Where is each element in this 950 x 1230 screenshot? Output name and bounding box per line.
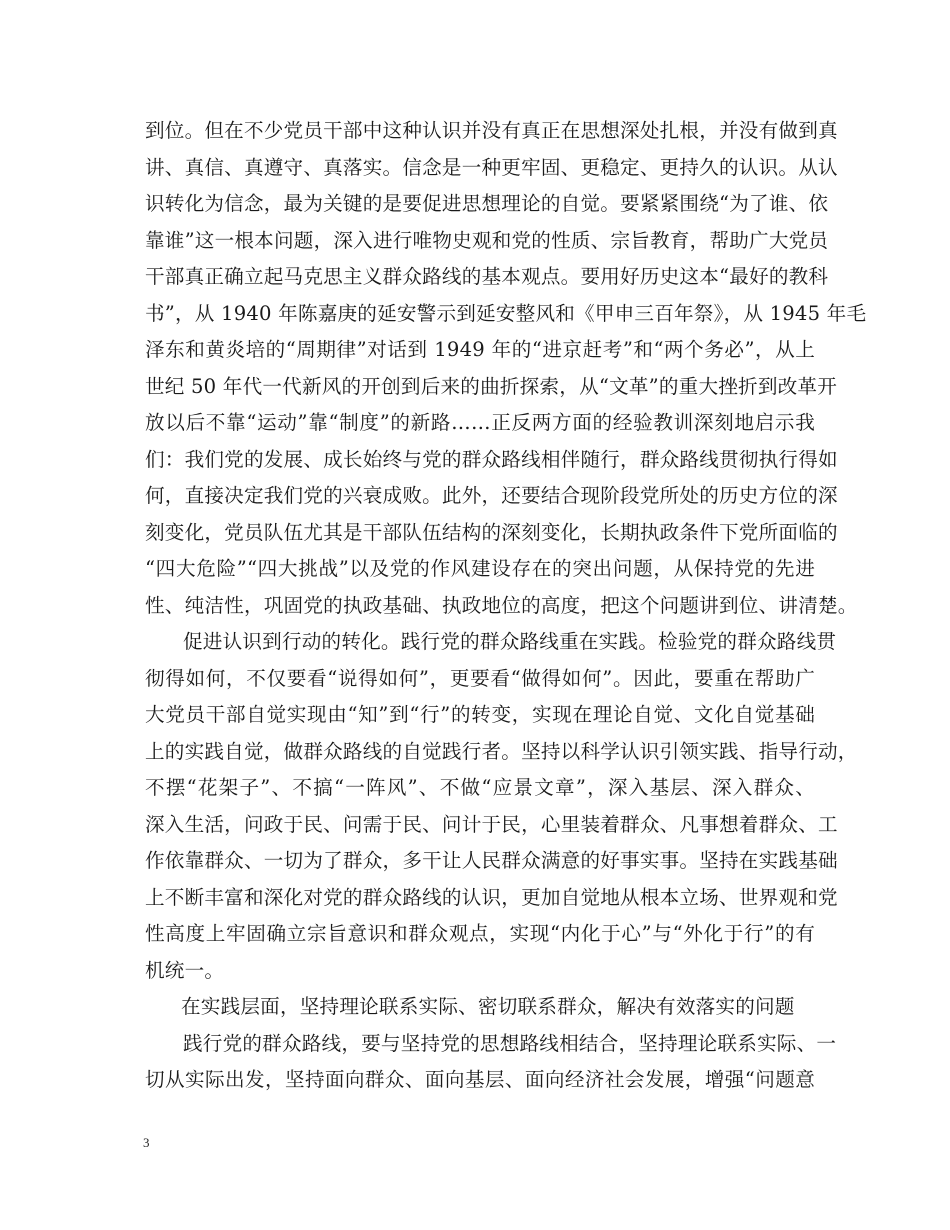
text-line: 世纪 50 年代一代新风的开创到后来的曲折探索，从“文革”的重大挫折到改革开 <box>145 374 838 398</box>
text-line: 上的实践自觉，做群众路线的自觉践行者。坚持以科学认识引领实践、指导行动， <box>145 739 858 763</box>
text-line: “四大危险”“四大挑战”以及党的作风建设存在的突出问题，从保持党的先进 <box>145 557 815 580</box>
text-line: 识转化为信念，最为关键的是要促进思想理论的自觉。要紧紧围绕“为了谁、依 <box>145 192 829 215</box>
text-line: 深入生活，问政于民、问需于民、问计于民，心里装着群众、凡事想着群众、工 <box>145 812 838 836</box>
text-line: 放以后不靠“运动”靠“制度”的新路……正反两方面的经验教训深刻地启示我 <box>145 411 815 434</box>
text-line: 泽东和黄炎培的“周期律”对话到 1949 年的“进京赶考”和“两个务必”，从上 <box>145 338 815 361</box>
text-line: 到位。但在不少党员干部中这种认识并没有真正在思想深处扎根，并没有做到真 <box>145 119 838 142</box>
text-line: 作依靠群众、一切为了群众，多干让人民群众满意的好事实事。坚持在实践基础 <box>145 849 838 872</box>
text-line: 们：我们党的发展、成长始终与党的群众路线相伴随行，群众路线贯彻执行得如 <box>145 447 838 471</box>
text-line: 刻变化，党员队伍尤其是干部队伍结构的深刻变化，长期执政条件下党所面临的 <box>145 520 838 544</box>
paragraph-first-line: 促进认识到行动的转化。践行党的群众路线重在实践。检验党的群众路线贯 <box>183 630 837 653</box>
text-line: 性、纯洁性，巩固党的执政基础、执政地位的高度，把这个问题讲到位、讲清楚。 <box>145 593 858 617</box>
text-line: 上不断丰富和深化对党的群众路线的认识，更加自觉地从根本立场、世界观和党 <box>145 885 838 909</box>
text-line: 靠谁”这一根本问题，深入进行唯物史观和党的性质、宗旨教育，帮助广大党员 <box>145 228 829 252</box>
text-line: 性高度上牢固确立宗旨意识和群众观点，实现“内化于心”与“外化于行”的有 <box>145 922 815 945</box>
text-line: 何，直接决定我们党的兴衰成败。此外，还要结合现阶段党所处的历史方位的深 <box>145 484 838 507</box>
document-body <box>145 113 867 1099</box>
text-line: 讲、真信、真遵守、真落实。信念是一种更牢固、更稳定、更持久的认识。从认 <box>145 155 838 179</box>
text-line: 彻得如何，不仅要看“说得如何”，更要看“做得如何”。因此，要重在帮助广 <box>145 666 815 690</box>
text-line: 不摆“花架子”、不搞“一阵风”、不做“应景文章”，深入基层、深入群众、 <box>145 776 815 799</box>
text-line: 干部真正确立起马克思主义群众路线的基本观点。要用好历史这本“最好的教科 <box>145 265 829 288</box>
paragraph-last-line: 机统一。 <box>145 958 225 982</box>
text-line: 大党员干部自觉实现由“知”到“行”的转变，实现在理论自觉、文化自觉基础 <box>145 703 815 726</box>
text-line: 书”，从 1940 年陈嘉庚的延安警示到延安整风和《甲申三百年祭》，从 1945 年毛 <box>145 301 867 325</box>
page-number: 3 <box>143 1135 150 1150</box>
text-line: 切从实际出发，坚持面向群众、面向基层、面向经济社会发展，增强“问题意 <box>145 1068 815 1091</box>
section-heading: 在实践层面，坚持理论联系实际、密切联系群众，解决有效落实的问题 <box>181 995 795 1018</box>
paragraph-first-line: 践行党的群众路线，要与坚持党的思想路线相结合，坚持理论联系实际、一 <box>183 1031 837 1055</box>
